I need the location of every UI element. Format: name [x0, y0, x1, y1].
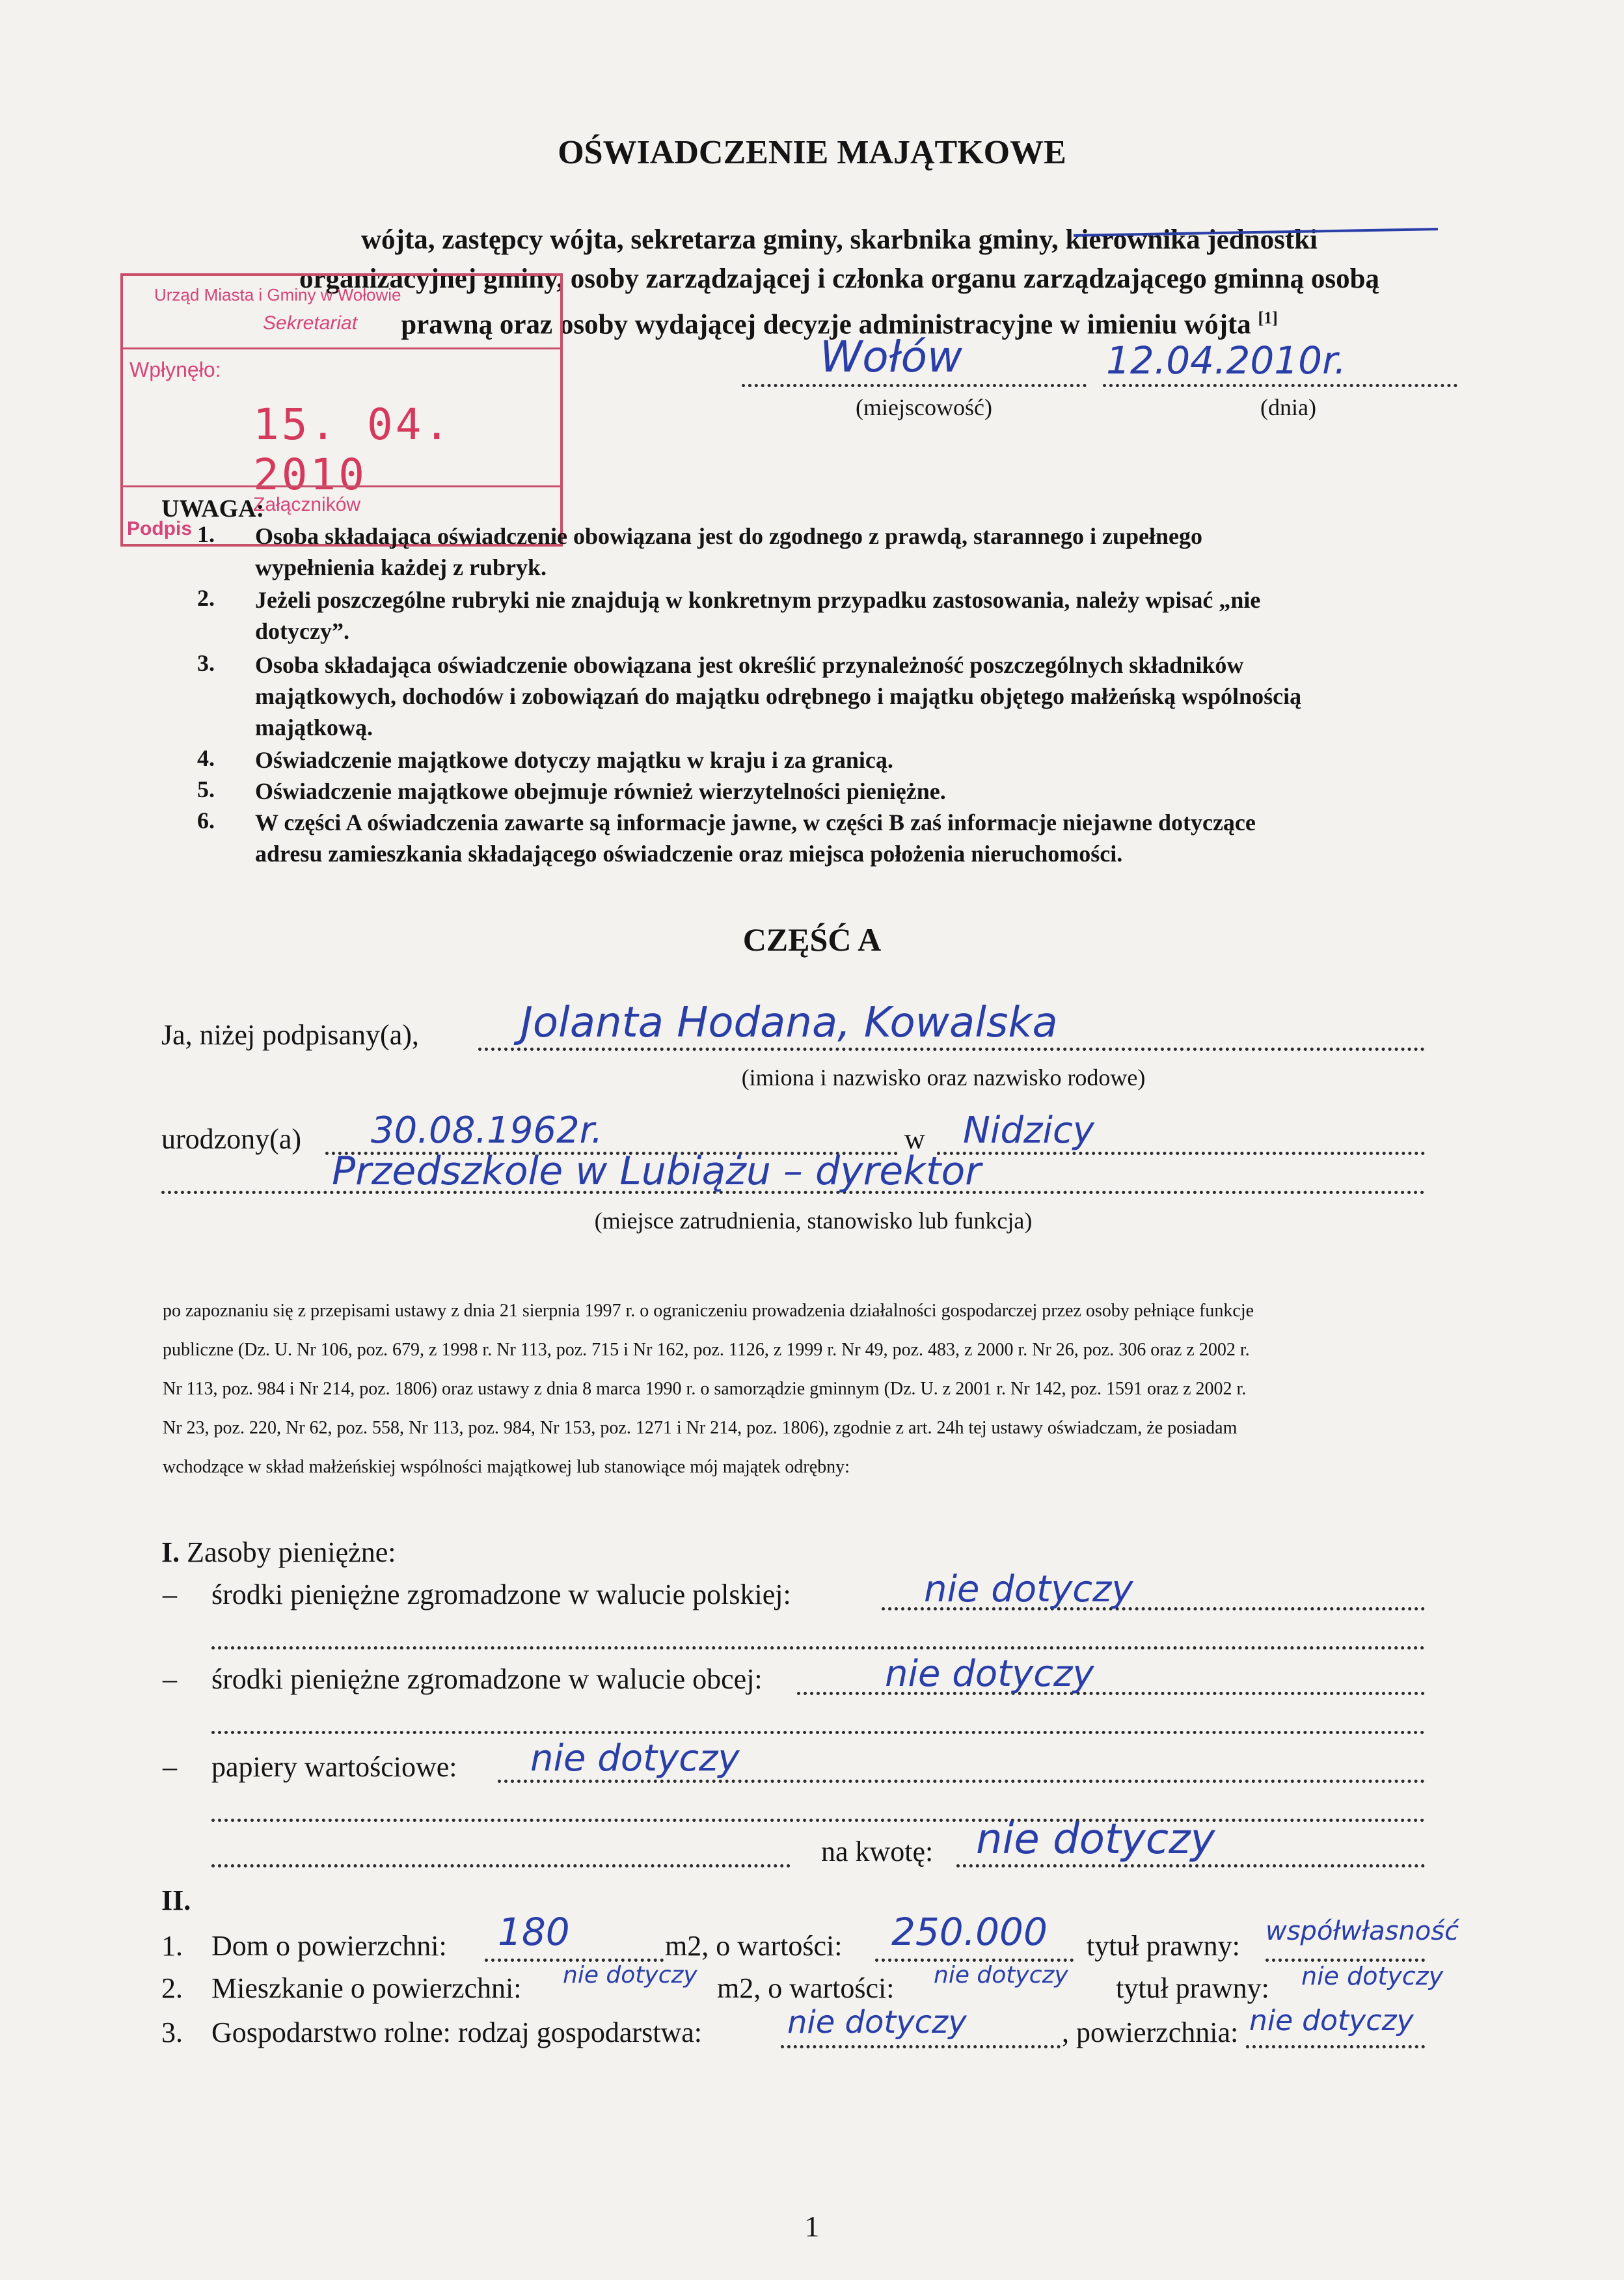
notice-item-line: wypełnienia każdej z rubryk.: [255, 554, 547, 580]
section-1-title: Zasoby pieniężne:: [187, 1536, 396, 1568]
pln-label: środki pieniężne zgromadzone w walucie polskiej:: [211, 1579, 791, 1610]
employment-caption: (miejsce zatrudnienia, stanowisko lub funkcja): [594, 1208, 1033, 1234]
section-1-number: I.: [161, 1536, 180, 1568]
flat-title-handwritten: nie dotyczy: [1301, 1962, 1444, 1990]
farm-type-handwritten: nie dotyczy: [787, 2004, 967, 2041]
amount-handwritten: nie dotyczy: [976, 1815, 1215, 1864]
house-number: 1.: [161, 1930, 183, 1962]
place-dotted-line: [742, 384, 1087, 387]
notice-item-line: Jeżeli poszczególne rubryki nie znajdują w konkretnym przypadku zastosowania, należy wpisać „nie: [255, 587, 1261, 613]
notice-item-line: dotyczy”.: [255, 618, 349, 644]
stamp-divider: [123, 485, 560, 487]
notice-item-number: 2.: [197, 585, 215, 611]
flat-label: Mieszkanie o powierzchni:: [211, 1972, 522, 2004]
house-area-handwritten: 180: [498, 1910, 570, 1954]
amount-value-dotted-line: [956, 1864, 1425, 1867]
stamp-signature-label: Podpis: [127, 518, 193, 539]
date-caption: (dnia): [1260, 394, 1316, 420]
part-a-heading: CZĘŚĆ A: [742, 921, 882, 958]
notice-item-number: 1.: [197, 521, 215, 547]
notice-item-line: majątkową.: [255, 714, 373, 740]
notice-item: Oświadczenie majątkowe dotyczy majątku w kraju i za granicą.: [255, 747, 893, 773]
flat-value-handwritten: nie dotyczy: [934, 1962, 1068, 1988]
section-1-heading: [161, 1536, 396, 1569]
legal-line: Nr 23, poz. 220, Nr 62, poz. 558, Nr 113, poz. 984, Nr 153, poz. 1271 i Nr 214, poz. 1806), zgodnie z art. 24h tej ustawy oświadczam, że posiadam: [163, 1418, 1238, 1438]
notice-item-line: adresu zamieszkania składającego oświadczenie oraz miejsca położenia nieruchomości.: [255, 841, 1123, 867]
notice-item: [255, 584, 1543, 647]
house-value-handwritten: 250.000: [891, 1910, 1048, 1954]
notice-item-line: Osoba składająca oświadczenie obowiązana jest do zgodnego z prawdą, starannego i zupełnego: [255, 523, 1203, 549]
flat-unit-label: m2, o wartości:: [717, 1972, 895, 2004]
foreign-handwritten: nie dotyczy: [885, 1653, 1094, 1695]
notice-item: [255, 807, 1543, 869]
legal-line: Nr 113, poz. 984 i Nr 214, poz. 1806) oraz ustawy z dnia 8 marca 1990 r. o samorządzie gminnym (Dz. U. z 2001 r. Nr 142, poz. 1591 oraz z 2002 r.: [163, 1379, 1247, 1399]
list-dash: –: [163, 1663, 177, 1695]
page-number: 1: [804, 2210, 820, 2243]
farm-area-handwritten: nie dotyczy: [1249, 2004, 1414, 2037]
securities-handwritten: nie dotyczy: [530, 1737, 740, 1780]
notice-item-line: W części A oświadczenia zawarte są informacje jawne, w części B zaś informacje niejawne dotyczące: [255, 809, 1256, 835]
house-unit-label: m2, o wartości:: [665, 1930, 843, 1962]
stamp-received-label: Wpłynęło:: [129, 358, 221, 381]
legal-line: publiczne (Dz. U. Nr 106, poz. 679, z 1998 r. Nr 113, poz. 715 i Nr 162, poz. 1126, z 1999 r. Nr 49, poz. 483, z 2000 r. Nr 26, poz. 306 oraz z 2002 r.: [163, 1340, 1250, 1360]
notice-item: [255, 649, 1543, 743]
pln-handwritten: nie dotyczy: [924, 1568, 1133, 1610]
footnote-reference: [1]: [1258, 308, 1278, 327]
amount-label: na kwotę:: [821, 1836, 934, 1867]
house-label: Dom o powierzchni:: [211, 1930, 447, 1962]
legal-line: po zapoznaniu się z przepisami ustawy z dnia 21 sierpnia 1997 r. o ograniczeniu prowadzenia działalności gospodarczej przez osoby pełniące funkcje: [163, 1301, 1254, 1321]
place-caption: (miejscowość): [856, 394, 992, 420]
amount-dotted-line: [211, 1864, 791, 1867]
flat-area-handwritten: nie dotyczy: [563, 1962, 697, 1988]
list-dash: –: [163, 1751, 177, 1783]
born-place-dotted-line: [937, 1152, 1425, 1155]
notice-item-number: 5.: [197, 776, 215, 802]
place-handwritten: Wołów: [820, 332, 962, 382]
farm-type-dotted-line: [781, 2045, 1061, 2048]
list-dash: –: [163, 1579, 177, 1610]
section-2-number: II.: [161, 1884, 191, 1916]
subtitle-line-2: organizacyjnej gminy, osoby zarządzającej i członka organu zarządzającego gminną osobą: [299, 264, 1380, 294]
securities-dotted-line: [498, 1780, 1425, 1783]
foreign-label: środki pieniężne zgromadzone w walucie obcej:: [211, 1663, 763, 1695]
notice-item: Oświadczenie majątkowe obejmuje również wierzytelności pieniężne.: [255, 778, 946, 804]
farm-area-dotted-line: [1246, 2045, 1425, 2048]
date-handwritten: 12.04.2010r.: [1106, 338, 1347, 383]
notice-item-line: Osoba składająca oświadczenie obowiązana jest określić przynależność poszczególnych składników: [255, 652, 1244, 678]
born-place-handwritten: Nidzicy: [963, 1109, 1094, 1152]
signer-handwritten: Jolanta Hodana, Kowalska: [521, 999, 1058, 1047]
house-title-label: tytuł prawny:: [1087, 1930, 1240, 1962]
born-in-label: w: [904, 1123, 925, 1155]
document-title: OŚWIADCZENIE MAJĄTKOWE: [558, 134, 1066, 171]
flat-number: 2.: [161, 1972, 183, 2004]
employment-handwritten: Przedszkole w Lubiążu – dyrektor: [332, 1148, 981, 1194]
farm-area-label: , powierzchnia:: [1062, 2016, 1239, 2048]
notice-item-number: 3.: [197, 650, 215, 676]
notice-heading: UWAGA:: [161, 495, 265, 522]
signer-dotted-line: [478, 1048, 1425, 1051]
legal-line: wchodzące w skład małżeńskiej wspólności majątkowej lub stanowiące mój majątek odrębny:: [163, 1457, 850, 1477]
subtitle-line-1: wójta, zastępcy wójta, sekretarza gminy, skarbnika gminy, kierownika jednostki: [361, 224, 1318, 255]
stamp-department: Sekretariat: [263, 312, 358, 334]
stamp-attachments-label: Załączników: [253, 494, 361, 515]
signer-caption: (imiona i nazwisko oraz nazwisko rodowe): [741, 1065, 1146, 1091]
born-label: urodzony(a): [161, 1123, 302, 1155]
farm-label: Gospodarstwo rolne: rodzaj gospodarstwa:: [211, 2016, 702, 2048]
date-dotted-line: [1103, 384, 1457, 387]
stamp-office-name: Urząd Miasta i Gminy w Wołowie: [154, 285, 401, 305]
farm-number: 3.: [161, 2016, 183, 2048]
stamp-received-date: 15. 04. 2010: [253, 400, 453, 500]
notice-item-line: majątkowych, dochodów i zobowiązań do majątku odrębnego i majątku objętego małżeńską wspólnością: [255, 683, 1302, 709]
pln-dotted-line-2: [211, 1646, 1425, 1649]
securities-dotted-line-2: [211, 1819, 1425, 1822]
notice-item: [255, 521, 1543, 583]
stamp-divider: [123, 347, 560, 349]
legal-basis-text: [163, 1292, 1470, 1487]
house-title-handwritten: współwłasność: [1265, 1916, 1459, 1946]
born-date-handwritten: 30.08.1962r.: [371, 1109, 603, 1152]
foreign-dotted-line-2: [211, 1731, 1425, 1734]
subtitle-line-3: prawną oraz osoby wydającej decyzje administracyjne w imieniu wójta [1]: [401, 308, 1278, 340]
flat-title-label: tytuł prawny:: [1116, 1972, 1269, 2004]
signer-label: Ja, niżej podpisany(a),: [161, 1019, 419, 1051]
securities-label: papiery wartościowe:: [211, 1751, 457, 1783]
notice-item-number: 4.: [197, 745, 215, 771]
notice-item-number: 6.: [197, 808, 215, 834]
